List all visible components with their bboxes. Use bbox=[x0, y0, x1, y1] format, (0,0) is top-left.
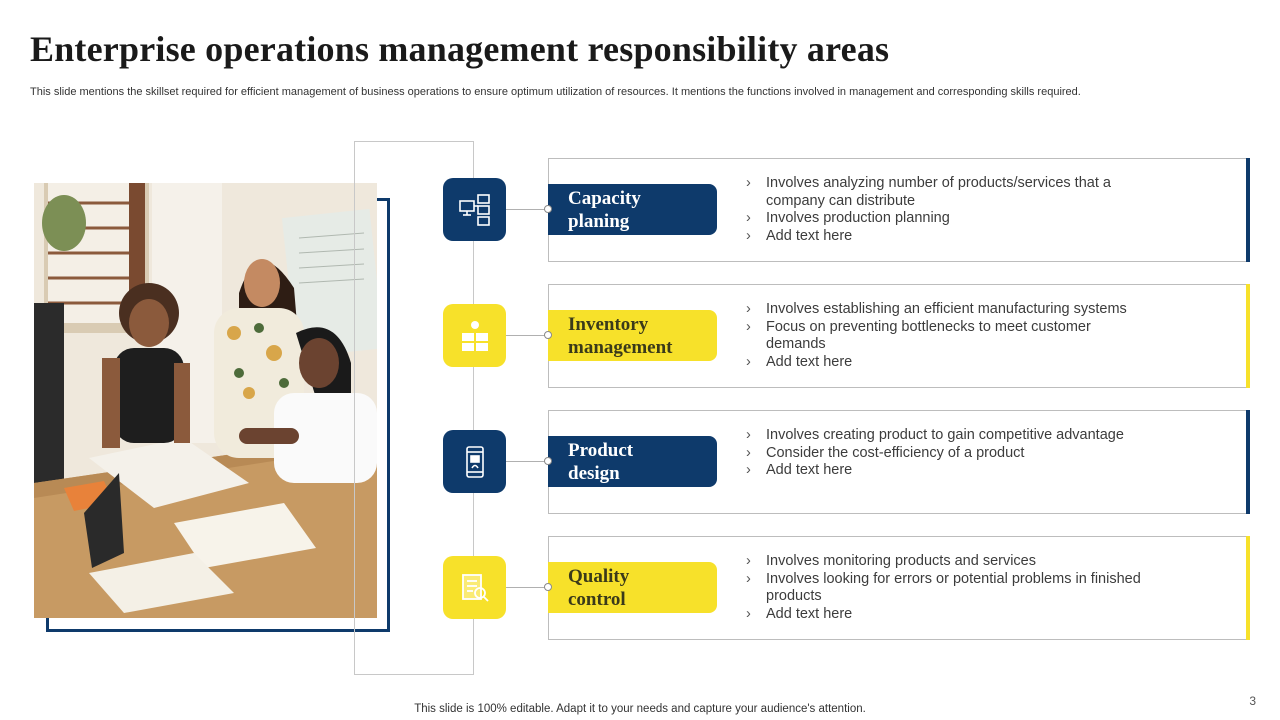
area-label-line1: Inventory bbox=[568, 314, 649, 335]
bullet-item: › Involves monitoring products and services bbox=[746, 553, 1146, 571]
area-bullets bbox=[746, 427, 1146, 480]
area-label-line2: management bbox=[568, 337, 673, 358]
bullet-item: › Involves establishing an efficient manufacturing systems bbox=[746, 301, 1146, 319]
card-accent bbox=[1246, 536, 1250, 640]
capacity-planning-icon bbox=[443, 178, 506, 241]
card-accent bbox=[1246, 284, 1250, 388]
area-row-inventory bbox=[0, 284, 1280, 388]
area-label bbox=[548, 184, 717, 235]
bullet-item: › Involves production planning bbox=[746, 210, 1146, 228]
area-bullets bbox=[746, 553, 1146, 623]
card-accent bbox=[1246, 158, 1250, 262]
bullet-item: › Add text here bbox=[746, 606, 1146, 624]
area-label bbox=[548, 310, 717, 361]
slide-subtitle: This slide mentions the skillset required for efficient management of business operations to ensure optimum utilization of resources. It mentions the functions involved in management and corresponding skills required. bbox=[30, 86, 1081, 98]
slide-title: Enterprise operations management responsibility areas bbox=[30, 29, 890, 69]
area-row-product bbox=[0, 410, 1280, 514]
bullet-item: › Add text here bbox=[746, 462, 1146, 480]
area-label-line1: Capacity bbox=[568, 188, 641, 209]
area-label-line1: Product bbox=[568, 440, 634, 461]
card-accent bbox=[1246, 410, 1250, 514]
connector-line bbox=[506, 461, 548, 462]
bullet-item: › Consider the cost-efficiency of a product bbox=[746, 445, 1146, 463]
bullet-item: › Add text here bbox=[746, 228, 1146, 246]
bullet-item: › Involves creating product to gain competitive advantage bbox=[746, 427, 1146, 445]
area-label bbox=[548, 562, 717, 613]
area-label-line1: Quality bbox=[568, 566, 630, 587]
connector-line bbox=[506, 335, 548, 336]
bullet-item: › Involves analyzing number of products/services that a company can distribute bbox=[746, 175, 1146, 210]
footer-text: This slide is 100% editable. Adapt it to your needs and capture your audience's attention. bbox=[414, 703, 866, 715]
bullet-item: › Focus on preventing bottlenecks to meet customer demands bbox=[746, 319, 1146, 354]
area-row-quality bbox=[0, 536, 1280, 640]
bullet-item: › Involves looking for errors or potential problems in finished products bbox=[746, 571, 1146, 606]
connector-dot bbox=[544, 205, 552, 213]
connector-dot bbox=[544, 583, 552, 591]
area-label-line2: planing bbox=[568, 211, 630, 232]
area-label-line2: design bbox=[568, 463, 620, 484]
connector-dot bbox=[544, 457, 552, 465]
area-row-capacity bbox=[0, 158, 1280, 262]
area-label-line2: control bbox=[568, 589, 626, 610]
area-label bbox=[548, 436, 717, 487]
connector-dot bbox=[544, 331, 552, 339]
inventory-boxes-icon bbox=[443, 304, 506, 367]
page-number: 3 bbox=[1249, 694, 1256, 708]
connector-line bbox=[506, 209, 548, 210]
area-bullets bbox=[746, 175, 1146, 245]
area-bullets bbox=[746, 301, 1146, 371]
document-search-icon bbox=[443, 556, 506, 619]
slide-footer bbox=[0, 703, 1280, 715]
connector-line bbox=[506, 587, 548, 588]
mobile-product-icon bbox=[443, 430, 506, 493]
bullet-item: › Add text here bbox=[746, 354, 1146, 372]
